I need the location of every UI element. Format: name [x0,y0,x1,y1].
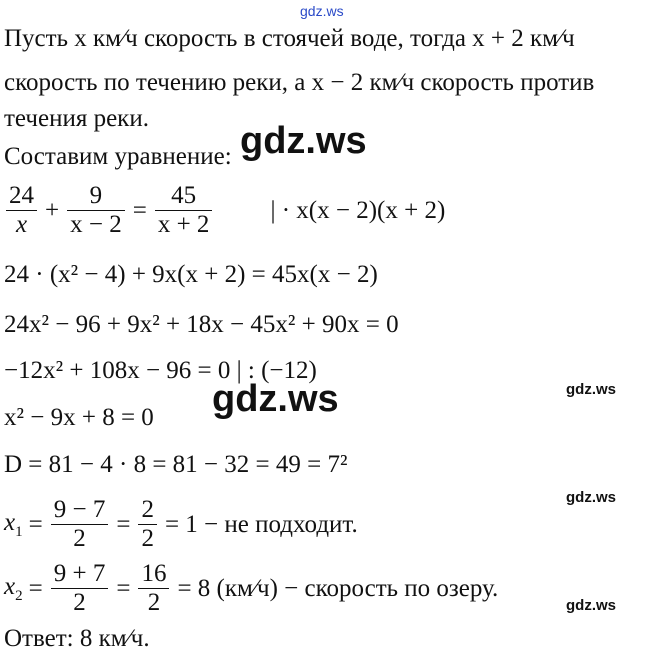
step-3: −12x² + 108x − 96 = 0 | : (−12) [4,357,317,384]
root-x1: $x_1$ = $\frac{9 - 7}{2}$ = $\frac{2}{2}$ = 1 − не подходит. [4,496,358,552]
watermark-big-1: gdz.ws [240,120,367,162]
root-x2: $x_2$ = $\frac{9 + 7}{2}$ = $\frac{16}{2}$ = 8 (км⁄ч) − скорость по озеру. [4,560,499,616]
multiplier-note: | · x(x − 2)(x + 2) [270,196,446,224]
watermark-small-2: gdz.ws [566,489,617,506]
text-line-1: Пусть x км⁄ч скорость в стоячей воде, тогда x + 2 км⁄ч [4,25,575,52]
text-line-2: скорость по течению реки, а x − 2 км⁄ч скорость против [4,69,595,96]
fraction-9-over-x-minus-2: $\frac{9}{x - 2}$ [67,182,125,239]
text-line-3: течения реки. [4,105,149,132]
x2-result: = 8 (км⁄ч) − скорость по озеру. [177,574,499,602]
watermark-top: gdz.ws [300,3,344,19]
step-4: x² − 9x + 8 = 0 [4,404,154,431]
x2-fraction-1: $\frac{9 + 7}{2}$ [51,560,109,617]
x1-fraction-2: $\frac{2}{2}$ [138,496,157,553]
answer: Ответ: 8 км⁄ч. [4,625,150,652]
x2-fraction-2: $\frac{16}{2}$ [138,560,169,617]
x1-fraction-1: $\frac{9 - 7}{2}$ [51,496,109,553]
step-2: 24x² − 96 + 9x² + 18x − 45x² + 90x = 0 [4,311,399,338]
step-5: D = 81 − 4 · 8 = 81 − 32 = 49 = 7² [4,451,348,478]
watermark-small-1: gdz.ws [566,381,617,398]
text-line-4: Составим уравнение: [4,143,232,170]
fraction-45-over-x-plus-2: $\frac{45}{x + 2}$ [155,182,213,239]
main-equation: $\frac{24}{x}$ + $\frac{9}{x - 2}$ = $\frac{45}{x + 2}$ | · x(x − 2)(x + 2) [4,182,445,239]
watermark-big-2: gdz.ws [212,378,339,420]
watermark-small-3: gdz.ws [566,597,617,614]
step-1: 24 · (x² − 4) + 9x(x + 2) = 45x(x − 2) [4,261,378,288]
x1-result: = 1 − не подходит. [164,510,358,538]
fraction-24-over-x: $\frac{24}{x}$ [6,182,37,239]
